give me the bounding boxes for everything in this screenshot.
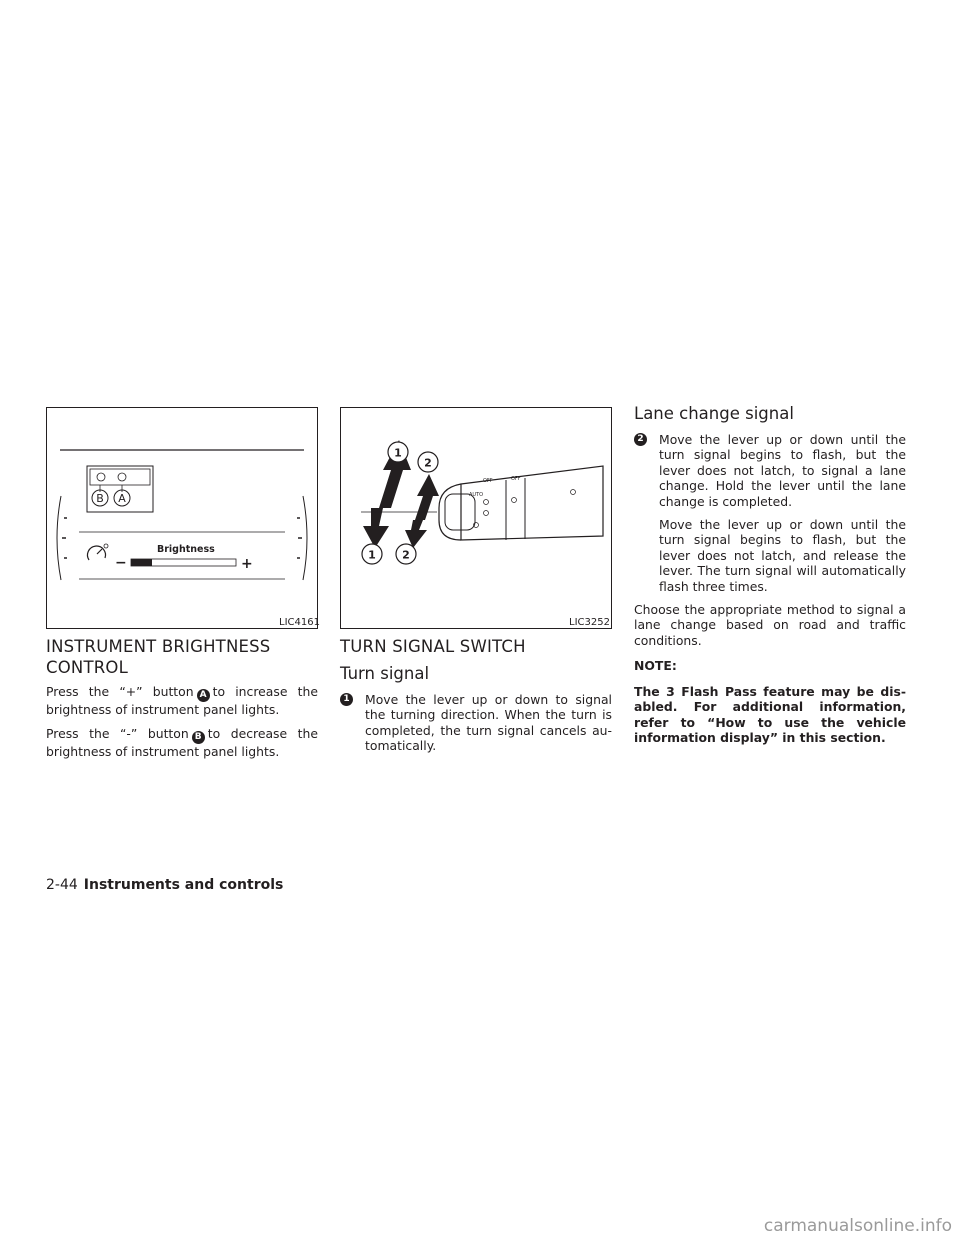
brightness-figure xyxy=(46,407,318,629)
subheading: Lane change signal xyxy=(634,404,794,423)
paragraph: Press the “+” button A to increase the brightness of instrument panel lights. xyxy=(46,684,318,718)
paragraph: Choose the appropriate method to signal a lane change based on road and traffic conditions. xyxy=(634,602,906,648)
paragraph: Press the “-” button B to decrease the brightness of instrument panel lights. xyxy=(46,725,318,759)
section-heading: INSTRUMENT BRIGHTNESS CONTROL xyxy=(46,637,271,677)
turn-signal-section xyxy=(340,636,612,754)
watermark[interactable]: carmanualsonline.info xyxy=(763,1216,952,1236)
marker-1: 1 xyxy=(340,693,353,706)
turn-signal-illustration xyxy=(341,408,611,628)
lane-change-section xyxy=(634,403,906,745)
marker-2: 2 xyxy=(634,433,647,446)
brightness-level-fill xyxy=(131,559,152,566)
figure-code: LIC4161 xyxy=(279,617,320,628)
callout-2-top: 2 xyxy=(424,456,432,470)
paragraph: Move the lever up or down until the turn signal begins to flash, but the lever does not latch, and release the lever. The turn signal will automatically flash three times. xyxy=(659,517,906,594)
callout-1-bottom: 1 xyxy=(368,548,376,562)
step-1: 1 Move the lever up or down to signal the turning direction. When the turn is completed, the turn signal cancels au- tomatically. xyxy=(340,692,612,754)
plus-sign: + xyxy=(241,556,253,572)
fog-light-icon xyxy=(512,498,517,503)
off-label-1: OFF xyxy=(483,478,493,484)
up-arrow-2-icon xyxy=(415,474,439,520)
off-label-2: OFF xyxy=(511,476,521,482)
note-text: The 3 Flash Pass feature may be dis- abled. For additional information, refer to “How to use the vehicle information display” in this section. xyxy=(634,683,906,745)
turn-signal-figure xyxy=(340,407,612,629)
step-2: 2 Move the lever up or down until the turn signal begins to flash, but the lever does not latch, to signal a lane change. Hold the lever until the lane change is completed. xyxy=(634,432,906,509)
auto-label: AUTO xyxy=(469,492,484,498)
subheading: Turn signal xyxy=(340,664,430,683)
low-beam-icon xyxy=(484,511,489,516)
button-a-label: A xyxy=(118,492,126,505)
marker-a: A xyxy=(197,689,210,702)
down-arrow-1-icon xyxy=(363,508,389,548)
figure-code: LIC3252 xyxy=(569,617,610,628)
callout-2-bottom: 2 xyxy=(402,548,410,562)
brightness-illustration xyxy=(47,408,317,628)
brightness-section xyxy=(46,636,318,759)
rear-fog-icon xyxy=(571,490,576,495)
section-name: Instruments and controls xyxy=(83,877,284,893)
brightness-screen-label: Brightness xyxy=(157,544,215,555)
minus-sign: − xyxy=(115,555,127,571)
page-footer xyxy=(46,877,283,893)
section-heading: TURN SIGNAL SWITCH xyxy=(340,637,526,656)
brightness-gauge-icon xyxy=(88,544,108,560)
button-b-label: B xyxy=(96,492,104,505)
marker-b: B xyxy=(192,731,205,744)
headlight-icon xyxy=(484,500,489,505)
note-label: NOTE: xyxy=(634,658,677,674)
callout-1-top: 1 xyxy=(394,446,402,460)
page-number: 2-44 xyxy=(46,877,78,893)
